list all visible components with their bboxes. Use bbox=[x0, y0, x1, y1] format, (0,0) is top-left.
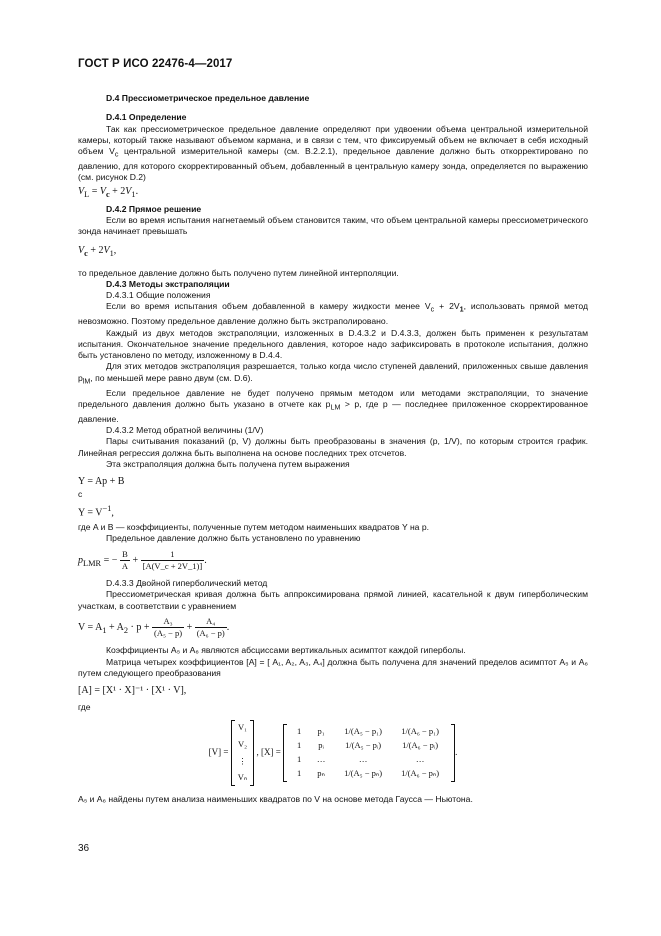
paragraph-d42-2: то предельное давление должно быть получено путем линейной интерполяции. bbox=[78, 267, 399, 278]
matrix-x-label: , [X] = bbox=[256, 746, 281, 757]
matrix-x-cell: … bbox=[358, 754, 368, 765]
paragraph-d41: Так как прессиометрическое предельное давление определяют при удвоении объема центральной измерительной камеры, который также называют объемом кармана, и в связи с тем, что фиксируемый объем не включает в себя исходный объем $V_c$ центральной измерительной камеры (см. B.2.2.1), предельное давление должно быть откорректировано по давлению, для которого скорректированный объем, добавленный в центральную камеру зонда, определяется по выражению (см. рисунок D.2) bbox=[78, 123, 588, 183]
label-with: с bbox=[78, 489, 83, 500]
matrix-x-cell: 1 bbox=[296, 754, 302, 765]
subsection-heading-d41: D.4.1 Определение bbox=[106, 112, 187, 123]
paragraph-d433-3: Матрица четырех коэффициентов [A] = [ A₁, A₂, A₃, A₄] должна быть получена для значений пределов асимптот A₅ и A₆ путем следующего преобразования bbox=[78, 656, 588, 678]
paragraph-d432-4: Предельное давление должно быть установлено по уравнению bbox=[106, 533, 361, 544]
equation-y-ap-b: Y = Ap + B bbox=[78, 476, 125, 488]
matrix-v-cell: V₁ bbox=[237, 721, 248, 732]
matrix-v-cell: Vₙ bbox=[237, 772, 248, 783]
paragraph-d433-1: Прессиометрическая кривая должна быть аппроксимирована прямой линией, касательной к двум гиперболическим участкам, в соответствии с уравнением bbox=[78, 589, 588, 611]
paragraph-d433-4: A₅ и A₆ найдены путем анализа наименьших квадратов по V на основе метода Гаусса — Ньютона. bbox=[78, 793, 473, 804]
subsection-heading-d433: D.4.3.3 Двойной гиперболический метод bbox=[106, 578, 268, 589]
page-number: 36 bbox=[78, 843, 90, 854]
paragraph-d431-3: Для этих методов экстраполяция разрешается, только когда число ступеней давлений, приложенных свыше давления $p_{lM}$, по меньшей мере равно двум (см. D.6). bbox=[78, 361, 588, 386]
matrix-x-cell: p₁ bbox=[317, 725, 325, 736]
document-header: ГОСТ Р ИСО 22476-4—2017 bbox=[78, 58, 233, 70]
paragraph-d431-2: Каждый из двух методов экстраполяции, изложенных в D.4.3.2 и D.4.3.3, должен быть применен к результатам испытания. Окончательное значение предельного давления, которое надо зафиксировать в протоколе испытания, должно быть установлено по методу, изложенному в D.4.4. bbox=[78, 327, 588, 361]
matrix-x-cell: 1/(A₆ − pᵢ) bbox=[402, 739, 439, 750]
paragraph-d432-2: Эта экстраполяция должна быть получена путем выражения bbox=[106, 458, 350, 469]
equation-vl: $V_L = V_c + 2V_1$. bbox=[78, 186, 139, 200]
matrix-v-cell: V₂ bbox=[237, 738, 248, 749]
subsection-heading-d432: D.4.3.2 Метод обратной величины (1/V) bbox=[106, 425, 264, 436]
paragraph-d431-1: Если во время испытания объем добавленной в камеру жидкости менее $V_c + 2V_1$, использовать прямой метод невозможно. Поэтому предельное давление должно быть экстраполировано. bbox=[78, 301, 588, 327]
matrix-x-cell: pᵢ bbox=[318, 739, 324, 750]
matrix-x-cell: 1/(A₅ − pᵢ) bbox=[345, 739, 382, 750]
paragraph-d42-1: Если во время испытания нагнетаемый объем становится таким, что объем центральной камеры прессиометрического зонда начинает превышать bbox=[78, 214, 588, 237]
paragraph-d433-2: Коэффициенты A₅ и A₆ являются абсциссами вертикальных асимптот каждой гиперболы. bbox=[106, 645, 466, 656]
paragraph-d432-1: Пары считывания показаний (p, V) должны быть преобразованы в значения (p, 1/V), по которым строится график. Линейная регрессия должна быть выполнена на основе последних трех отсчетов. bbox=[78, 436, 588, 458]
matrix-x-cell: 1/(A₅ − p₁) bbox=[344, 725, 382, 736]
paragraph-d432-3: где A и B — коэффициенты, полученные путем методом наименьших квадратов Y на p. bbox=[78, 522, 430, 533]
matrix-x-cell: … bbox=[316, 754, 326, 765]
paragraph-d431-4: Если предельное давление не будет получено прямым методом или методами экстраполяции, то значение предельного давления должно быть указано в отчете как $p_{LM} > p$, где p — последнее приложенное скорректированное давление. bbox=[78, 387, 589, 424]
subsection-heading-d42: D.4.2 Прямое решение bbox=[106, 203, 202, 214]
subsection-heading-d43: D.4.3 Методы экстраполяции bbox=[106, 278, 230, 289]
matrix-x-cell: 1 bbox=[296, 739, 302, 750]
matrix-equation: [V] = V₁ V₂ ⋮ Vₙ , [X] = 1 p₁ 1/(A₅ − p₁) 1/(A₆ − p₁) 1 pᵢ 1/(A₅ − pᵢ) 1/(A₆ − pᵢ) 1 … … … 1 pₙ 1/(A₅ − pₙ) 1/(A₆ − pₙ) . bbox=[78, 720, 588, 786]
equation-y-v: $Y = V^{-1}$, bbox=[78, 503, 114, 518]
matrix-x-cell: … bbox=[415, 754, 425, 765]
document-body bbox=[78, 93, 588, 805]
matrix-v bbox=[231, 720, 255, 786]
subsection-heading-d431: D.4.3.1 Общие положения bbox=[106, 290, 211, 301]
equation-matrix-a: [A] = [X¹ · X]⁻¹ · [X¹ · V], bbox=[78, 685, 187, 697]
matrix-v-label: [V] = bbox=[208, 746, 229, 757]
matrix-x-cell: 1/(A₆ − p₁) bbox=[401, 725, 439, 736]
matrix-x-cell: 1 bbox=[296, 768, 302, 779]
equation-double-hyperbola: $V = A_1 + A_2 \cdot p$ + $\frac{\text{A₃}}{\text{(A₅ − p)}}$ + $\frac{\text{A₄}}{\text{(A₆ − p)}}$ . bbox=[78, 615, 230, 639]
matrix-x-cell: pₙ bbox=[317, 768, 325, 779]
section-heading: D.4 Прессиометрическое предельное давление bbox=[106, 93, 310, 103]
matrix-x-cell: 1/(A₅ − pₙ) bbox=[344, 768, 383, 779]
matrix-x bbox=[283, 724, 455, 782]
label-where: где bbox=[78, 702, 91, 713]
equation-vc: $V_c + 2V_1$, bbox=[78, 245, 117, 259]
matrix-x-cell: 1 bbox=[296, 725, 302, 736]
equation-plmr: $p_{LMR}$ = − $\frac{B}{A}$ + $\frac{1}{[A(V\_c + 2V\_1)]}$ . bbox=[78, 548, 207, 571]
matrix-x-cell: 1/(A₆ − pₙ) bbox=[401, 768, 440, 779]
matrix-v-cell: ⋮ bbox=[238, 755, 247, 766]
